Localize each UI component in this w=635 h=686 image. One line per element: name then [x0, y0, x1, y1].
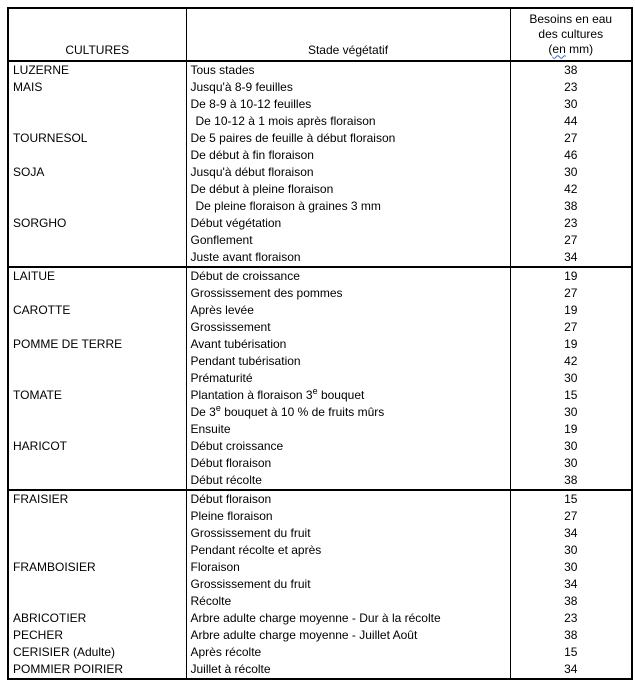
- stage-cell: Récolte: [186, 593, 510, 610]
- culture-cell: [8, 455, 186, 472]
- table-row: [8, 302, 632, 319]
- table-row: [8, 593, 632, 610]
- value-cell: 30: [510, 164, 632, 181]
- culture-cell: [8, 593, 186, 610]
- culture-cell: [8, 472, 186, 490]
- culture-cell: FRAMBOISIER: [8, 559, 186, 576]
- stage-cell: De pleine floraison à graines 3 mm: [186, 198, 510, 215]
- stage-cell: Jusqu'à début floraison: [186, 164, 510, 181]
- stage-cell: Après levée: [186, 302, 510, 319]
- stage-cell: Prématurité: [186, 370, 510, 387]
- stage-cell: Juste avant floraison: [186, 249, 510, 267]
- value-cell: 30: [510, 96, 632, 113]
- table-row: [8, 353, 632, 370]
- table-row: [8, 627, 632, 644]
- table-row: [8, 130, 632, 147]
- culture-cell: [8, 576, 186, 593]
- table-row: [8, 576, 632, 593]
- header-row: [8, 8, 632, 61]
- value-cell: 38: [510, 61, 632, 79]
- table-row: [8, 96, 632, 113]
- stage-cell: Pendant récolte et après: [186, 542, 510, 559]
- stage-cell: Grossissement: [186, 319, 510, 336]
- value-cell: 38: [510, 627, 632, 644]
- stage-cell: Début floraison: [186, 490, 510, 508]
- stage-cell: De 5 paires de feuille à début floraison: [186, 130, 510, 147]
- header-cultures: CULTURES: [8, 8, 186, 61]
- value-cell: 23: [510, 610, 632, 627]
- value-cell: 27: [510, 130, 632, 147]
- header-water-needs: [510, 8, 632, 61]
- stage-cell: Grossissement du fruit: [186, 525, 510, 542]
- culture-cell: POMME DE TERRE: [8, 336, 186, 353]
- value-cell: 30: [510, 404, 632, 421]
- culture-cell: [8, 249, 186, 267]
- table-row: [8, 438, 632, 455]
- culture-cell: SOJA: [8, 164, 186, 181]
- table-row: [8, 644, 632, 661]
- stage-cell: Début de croissance: [186, 267, 510, 285]
- value-cell: 19: [510, 267, 632, 285]
- table-row: [8, 285, 632, 302]
- stage-cell: Juillet à récolte: [186, 661, 510, 679]
- table-row: [8, 404, 632, 421]
- value-cell: 42: [510, 181, 632, 198]
- stage-cell: Plantation à floraison 3e bouquet: [186, 387, 510, 404]
- header-water-line3: (en mm): [548, 41, 594, 56]
- culture-cell: [8, 525, 186, 542]
- stage-cell: Grossissement des pommes: [186, 285, 510, 302]
- table-row: [8, 232, 632, 249]
- table-row: [8, 215, 632, 232]
- stage-cell: Ensuite: [186, 421, 510, 438]
- table-row: [8, 147, 632, 164]
- stage-cell: Arbre adulte charge moyenne - Dur à la récolte: [186, 610, 510, 627]
- culture-cell: CAROTTE: [8, 302, 186, 319]
- stage-cell: Jusqu'à 8-9 feuilles: [186, 79, 510, 96]
- superscript-ordinal: e: [312, 387, 318, 396]
- value-cell: 44: [510, 113, 632, 130]
- culture-cell: [8, 285, 186, 302]
- culture-cell: SORGHO: [8, 215, 186, 232]
- table-row: [8, 198, 632, 215]
- stage-cell: Début floraison: [186, 455, 510, 472]
- stage-cell: Arbre adulte charge moyenne - Juillet Août: [186, 627, 510, 644]
- table-row: [8, 319, 632, 336]
- stage-cell: Gonflement: [186, 232, 510, 249]
- table-row: [8, 370, 632, 387]
- spellcheck-underlined-word: en: [552, 41, 566, 56]
- table-row: [8, 508, 632, 525]
- culture-cell: [8, 198, 186, 215]
- value-cell: 15: [510, 490, 632, 508]
- stage-cell: Début récolte: [186, 472, 510, 490]
- table-row: [8, 610, 632, 627]
- culture-cell: [8, 96, 186, 113]
- value-cell: 34: [510, 525, 632, 542]
- stage-cell: Pleine floraison: [186, 508, 510, 525]
- table-row: [8, 421, 632, 438]
- value-cell: 46: [510, 147, 632, 164]
- stage-cell: Pendant tubérisation: [186, 353, 510, 370]
- value-cell: 19: [510, 336, 632, 353]
- table-row: [8, 455, 632, 472]
- table-row: [8, 661, 632, 679]
- stage-cell: De 10-12 à 1 mois après floraison: [186, 113, 510, 130]
- value-cell: 23: [510, 215, 632, 232]
- value-cell: 34: [510, 661, 632, 679]
- culture-cell: TOMATE: [8, 387, 186, 404]
- culture-cell: TOURNESOL: [8, 130, 186, 147]
- water-needs-table: [7, 7, 633, 680]
- culture-cell: MAIS: [8, 79, 186, 96]
- value-cell: 27: [510, 508, 632, 525]
- culture-cell: ABRICOTIER: [8, 610, 186, 627]
- value-cell: 23: [510, 79, 632, 96]
- table-row: [8, 490, 632, 508]
- table-row: [8, 542, 632, 559]
- culture-cell: FRAISIER: [8, 490, 186, 508]
- table-row: [8, 525, 632, 542]
- header-water-line1: Besoins en eau: [529, 11, 613, 26]
- stage-cell: De début à pleine floraison: [186, 181, 510, 198]
- stage-cell: De 3e bouquet à 10 % de fruits mûrs: [186, 404, 510, 421]
- table-row: [8, 164, 632, 181]
- table-row: [8, 559, 632, 576]
- value-cell: 30: [510, 542, 632, 559]
- value-cell: 30: [510, 370, 632, 387]
- stage-cell: De début à fin floraison: [186, 147, 510, 164]
- culture-cell: [8, 542, 186, 559]
- value-cell: 34: [510, 576, 632, 593]
- stage-cell: Début végétation: [186, 215, 510, 232]
- value-cell: 27: [510, 285, 632, 302]
- value-cell: 27: [510, 232, 632, 249]
- stage-cell: Avant tubérisation: [186, 336, 510, 353]
- table-row: [8, 336, 632, 353]
- value-cell: 42: [510, 353, 632, 370]
- table-body: [8, 61, 632, 679]
- value-cell: 38: [510, 198, 632, 215]
- value-cell: 19: [510, 302, 632, 319]
- value-cell: 30: [510, 438, 632, 455]
- culture-cell: LAITUE: [8, 267, 186, 285]
- stage-cell: Floraison: [186, 559, 510, 576]
- table-row: [8, 61, 632, 79]
- stage-cell: Grossissement du fruit: [186, 576, 510, 593]
- value-cell: 27: [510, 319, 632, 336]
- table-row: [8, 79, 632, 96]
- stage-cell: Après récolte: [186, 644, 510, 661]
- culture-cell: PECHER: [8, 627, 186, 644]
- table-row: [8, 267, 632, 285]
- value-cell: 19: [510, 421, 632, 438]
- stage-cell: Début croissance: [186, 438, 510, 455]
- header-water-line2: des cultures: [538, 26, 604, 41]
- culture-cell: CERISIER (Adulte): [8, 644, 186, 661]
- table-row: [8, 249, 632, 267]
- table-row: [8, 113, 632, 130]
- value-cell: 30: [510, 559, 632, 576]
- culture-cell: [8, 370, 186, 387]
- culture-cell: [8, 113, 186, 130]
- culture-cell: [8, 232, 186, 249]
- value-cell: 38: [510, 472, 632, 490]
- table-header: [8, 8, 632, 61]
- culture-cell: HARICOT: [8, 438, 186, 455]
- culture-cell: [8, 147, 186, 164]
- culture-cell: [8, 319, 186, 336]
- value-cell: 38: [510, 593, 632, 610]
- culture-cell: [8, 181, 186, 198]
- value-cell: 30: [510, 455, 632, 472]
- value-cell: 34: [510, 249, 632, 267]
- stage-cell: Tous stades: [186, 61, 510, 79]
- table-row: [8, 387, 632, 404]
- stage-cell: De 8-9 à 10-12 feuilles: [186, 96, 510, 113]
- header-stage: Stade végétatif: [186, 8, 510, 61]
- culture-cell: LUZERNE: [8, 61, 186, 79]
- superscript-ordinal: e: [215, 404, 221, 413]
- culture-cell: [8, 421, 186, 438]
- culture-cell: [8, 404, 186, 421]
- value-cell: 15: [510, 644, 632, 661]
- culture-cell: [8, 353, 186, 370]
- culture-cell: POMMIER POIRIER: [8, 661, 186, 679]
- table-row: [8, 181, 632, 198]
- culture-cell: [8, 508, 186, 525]
- value-cell: 15: [510, 387, 632, 404]
- table-row: [8, 472, 632, 490]
